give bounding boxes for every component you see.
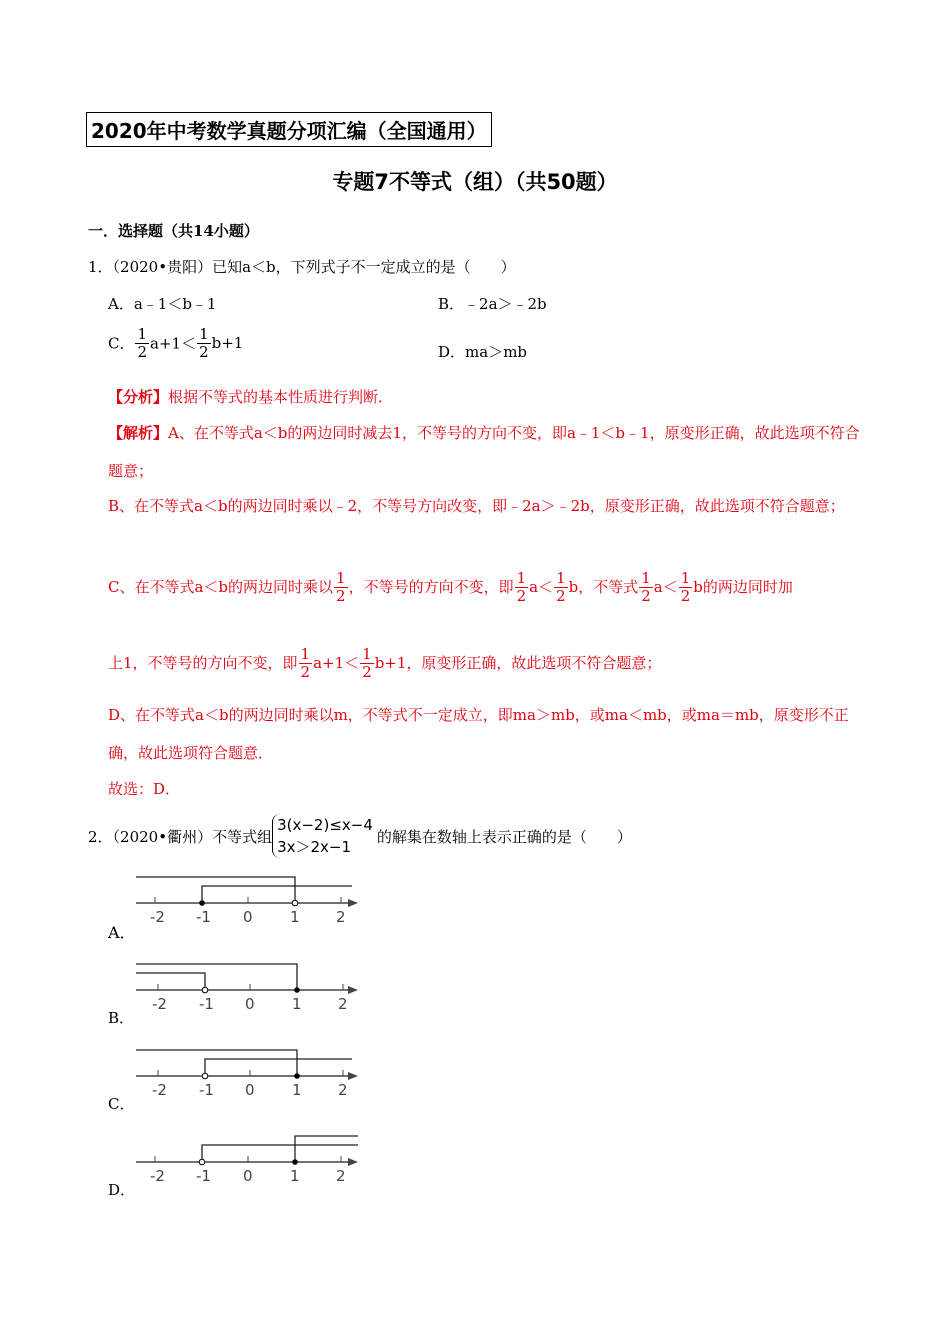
q2-option-b-label: B． bbox=[108, 1009, 135, 1027]
tick-label: -2 bbox=[152, 995, 167, 1013]
solc-part8: a+1＜ bbox=[313, 654, 360, 672]
tick-label: -1 bbox=[199, 995, 214, 1013]
system-line-1: 3(x−2)≤x−4 bbox=[277, 816, 373, 834]
q1-option-d: D．ma＞mb bbox=[438, 343, 528, 361]
tick-label: -2 bbox=[150, 1167, 165, 1185]
topic-title: 专题7不等式（组）（共50题） bbox=[332, 170, 618, 194]
fraction: $\frac{1}{2}$ bbox=[300, 645, 311, 681]
tick-label: 0 bbox=[245, 1081, 255, 1099]
q1-solution-b: B、在不等式a＜b的两边同时乘以﹣2，不等号方向改变，即﹣2a＞﹣2b，原变形正确，故此选项不符合题意； bbox=[108, 497, 845, 515]
q2-option-b-number-line bbox=[130, 955, 370, 1019]
q1-analysis bbox=[108, 378, 868, 416]
tick-label: 1 bbox=[290, 908, 300, 926]
open-point bbox=[199, 1159, 205, 1165]
tick-label: 0 bbox=[243, 908, 253, 926]
q1-solution-c-line2 bbox=[108, 646, 888, 680]
tick-label: 1 bbox=[292, 1081, 302, 1099]
tick-label: 2 bbox=[338, 1081, 348, 1099]
tick-label: 2 bbox=[336, 908, 346, 926]
closed-point bbox=[199, 900, 205, 906]
q1-solution-c-line1 bbox=[108, 570, 888, 604]
tick-label: 1 bbox=[290, 1167, 300, 1185]
solc-part4: b，不等式 bbox=[568, 578, 639, 596]
fraction: $\frac{1}{2}$ bbox=[680, 569, 691, 605]
tick-label: 2 bbox=[336, 1167, 346, 1185]
fraction: $\frac{1}{2}$ bbox=[641, 569, 651, 605]
closed-point bbox=[292, 1159, 298, 1165]
fraction: $\frac{1}{2}$ bbox=[336, 569, 346, 605]
section-heading: 一．选择题（共14小题） bbox=[88, 222, 259, 240]
q1-solution-a bbox=[108, 414, 868, 490]
tick-label: -1 bbox=[196, 908, 211, 926]
solc-part2: ，不等号的方向不变，即 bbox=[348, 578, 514, 596]
fraction: $\frac{1}{2}$ bbox=[137, 325, 148, 361]
question-1-stem: 1．（2020•贵阳）已知a＜b，下列式子不一定成立的是（ ） bbox=[88, 258, 516, 276]
tick-label: -1 bbox=[199, 1081, 214, 1099]
solc-part1: C、在不等式a＜b的两边同时乘以 bbox=[108, 578, 334, 596]
inequality-system bbox=[272, 814, 377, 858]
tick-label: 1 bbox=[292, 995, 302, 1013]
q1-option-c-label: C． bbox=[108, 334, 135, 353]
solc-part5: a＜ bbox=[653, 578, 678, 596]
tick-label: 0 bbox=[243, 1167, 253, 1185]
solc-part6: b的两边同时加 bbox=[693, 578, 793, 596]
tick-label: 0 bbox=[245, 995, 255, 1013]
q2-option-d-label: D． bbox=[108, 1181, 136, 1199]
system-line-2: 3x＞2x−1 bbox=[277, 838, 352, 856]
fraction: $\frac{1}{2}$ bbox=[362, 645, 372, 681]
q1-option-c-mid: a+1＜ bbox=[150, 334, 197, 353]
fraction: $\frac{1}{2}$ bbox=[516, 569, 527, 605]
q2-option-a-label: A． bbox=[108, 923, 136, 942]
fraction: $\frac{1}{2}$ bbox=[556, 569, 566, 605]
tick-label: -1 bbox=[196, 1167, 211, 1185]
open-point bbox=[202, 1073, 208, 1079]
q1-option-c bbox=[108, 326, 243, 360]
tick-label: 2 bbox=[338, 995, 348, 1013]
tick bbox=[155, 897, 341, 903]
analysis-label: 【分析】 bbox=[108, 388, 169, 406]
solc-part3: a＜ bbox=[529, 578, 554, 596]
q2-option-a-number-line bbox=[130, 868, 370, 932]
q1-solution-d: D、在不等式a＜b的两边同时乘以m，不等式不一定成立，即ma＞mb，或ma＜mb，或ma＝mb，原变形不正确，故此选项符合题意． bbox=[108, 706, 849, 762]
q1-option-a: A．a﹣1＜b﹣1 bbox=[108, 295, 217, 313]
analysis-text: 根据不等式的基本性质进行判断． bbox=[168, 388, 394, 406]
tick-label: -2 bbox=[152, 1081, 167, 1099]
solc-part9: b+1，原变形正确，故此选项不符合题意； bbox=[374, 654, 662, 672]
fraction: $\frac{1}{2}$ bbox=[199, 325, 209, 361]
solution-a-text: A、在不等式a＜b的两边同时减去1，不等号的方向不变，即a﹣1＜b﹣1，原变形正确，故此选项不符合题意； bbox=[108, 424, 860, 480]
closed-point bbox=[294, 987, 300, 993]
solution-label: 【解析】 bbox=[108, 424, 169, 442]
question-2-stem bbox=[88, 814, 632, 858]
open-point bbox=[292, 900, 298, 906]
q2-option-d-number-line bbox=[130, 1127, 370, 1191]
q1-option-b: B．﹣2a＞﹣2b bbox=[438, 295, 547, 313]
q2-stem-part2: 的解集在数轴上表示正确的是（ ） bbox=[376, 827, 632, 846]
open-point bbox=[202, 987, 208, 993]
solc-part7: 上1，不等号的方向不变，即 bbox=[108, 654, 298, 672]
q2-option-c-label: C． bbox=[108, 1095, 135, 1113]
q2-option-c-number-line bbox=[130, 1041, 370, 1105]
q1-option-c-end: b+1 bbox=[211, 334, 244, 352]
collection-title: 2020年中考数学真题分项汇编（全国通用） bbox=[86, 112, 492, 147]
q2-stem-part1: 2．（2020•衢州）不等式组 bbox=[88, 827, 273, 846]
closed-point bbox=[294, 1073, 300, 1079]
tick-label: -2 bbox=[150, 908, 165, 926]
q1-conclusion: 故选：D． bbox=[108, 780, 181, 798]
